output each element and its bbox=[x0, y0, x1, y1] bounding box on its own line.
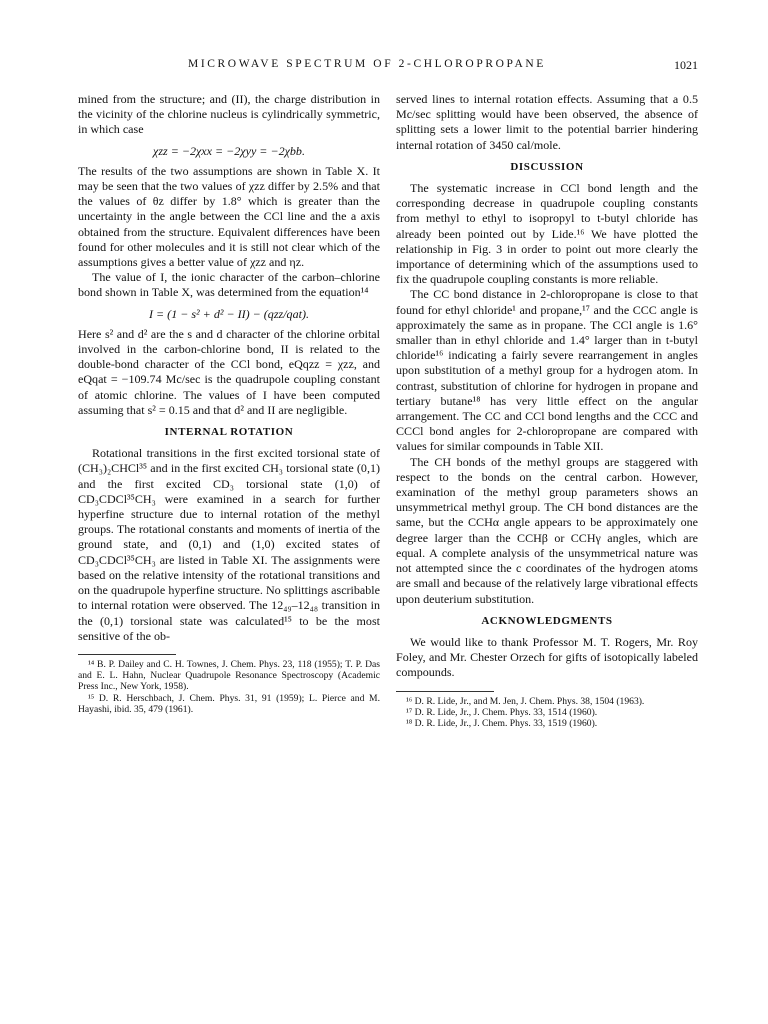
right-column bbox=[396, 92, 698, 729]
section-heading-discussion: DISCUSSION bbox=[510, 160, 584, 173]
footnote-18: ¹⁸ D. R. Lide, Jr., J. Chem. Phys. 33, 1519 (1960). bbox=[406, 717, 598, 729]
footnote-divider bbox=[396, 691, 494, 692]
footnote-14: ¹⁴ B. P. Dailey and C. H. Townes, J. Chem. Phys. 23, 118 (1955); T. P. Das and E. L. Hahn, Nuclear Quadrupole Resonance Spectroscopy (Academic Press Inc., New York, 1958). bbox=[78, 658, 380, 693]
equation-ionic-character: I = (1 − s² + d² − II) − (qzz/qat). bbox=[149, 306, 309, 321]
footnote-divider bbox=[78, 654, 176, 655]
footnote-16: ¹⁶ D. R. Lide, Jr., and M. Jen, J. Chem. Phys. 38, 1504 (1963). bbox=[406, 695, 645, 707]
section-heading-internal-rotation: INTERNAL ROTATION bbox=[164, 426, 294, 439]
paragraph: Rotational transitions in the first excited torsional state of (CH₃)₂CHCl³⁵ and in the first excited CH₃ torsional state (0,1) and the first excited CD₃ torsional state (1,0) of CD₃CDCl³⁵CH₃ were examined in a search for further hyperfine structure due to internal rotation of the methyl groups. The rotational constants and moments of inertia of the ground state, and (0,1) and (1,0) excited states of CD₃CDCl³⁵CH₃ are listed in Table XI. The assignments were based on the relative intensity of the rotational transitions and on the quadrupole hyperfine structure. No splittings ascribable to internal rotation were observed. The 12₄₉–12₄₈ transition in the (0,1) torsional state was calculated¹⁵ to be the most sensitive of the ob- bbox=[78, 446, 380, 643]
paragraph: The value of I, the ionic character of the carbon–chlorine bond shown in Table X, was determined from the equation¹⁴ bbox=[78, 270, 380, 300]
paragraph: The systematic increase in CCl bond length and the corresponding decrease in quadrupole coupling constants from methyl to ethyl to isopropyl to t-butyl chloride has already been pointed out by Lide.¹⁶ We have plotted the relationship in Fig. 3 in order to point out more clearly the importance of determining which of the assumptions used to fix the quadrupole coupling constants is more reliable. bbox=[396, 181, 698, 287]
section-heading-acknowledgments: ACKNOWLEDGMENTS bbox=[481, 614, 613, 627]
paragraph: The CH bonds of the methyl groups are staggered with respect to the bonds on the central carbon. However, examination of the methyl group parameters shows an unsymmetrical methyl group. The CH bond distances are the same, but the CCHα angle appears to be approximately one degree larger than the CCHβ or CCHγ angles, which are equal. A complete analysis of the unsymmetrical nature was not attempted since the c coordinates of the hydrogen atoms are small and because of the relatively large vibrational effects upon deuterium substitution. bbox=[396, 454, 698, 606]
page-number: 1021 bbox=[674, 58, 698, 72]
running-title: MICROWAVE SPECTRUM OF 2-CHLOROPROPANE bbox=[188, 58, 546, 70]
equation-chi: χzz = −2χxx = −2χyy = −2χbb. bbox=[153, 143, 305, 158]
running-header bbox=[78, 58, 698, 74]
footnote-15: ¹⁵ D. R. Herschbach, J. Chem. Phys. 31, 91 (1959); L. Pierce and M. Hayashi, ibid. 35, 479 (1961). bbox=[78, 692, 380, 715]
paragraph: We would like to thank Professor M. T. Rogers, Mr. Roy Foley, and Mr. Chester Orzech for gifts of isotopically labeled compounds. bbox=[396, 634, 698, 680]
footnote-17: ¹⁷ D. R. Lide, Jr., J. Chem. Phys. 33, 1514 (1960). bbox=[406, 706, 598, 718]
paragraph: served lines to internal rotation effects. Assuming that a 0.5 Mc/sec splitting would have been observed, the absence of splitting sets a lower limit to the potential barrier hindering internal rotation of 3450 cal/mole. bbox=[396, 92, 698, 152]
paragraph: Here s² and d² are the s and d character of the chlorine orbital involved in the carbon-chlorine bond, II is related to the double-bond character of the CCl bond, eQqzz = χzz, and eQqat = −109.74 Mc/sec is the quadrupole coupling constant of atomic chlorine. The values of I have been computed assuming that s² = 0.15 and that d² and II are negligible. bbox=[78, 326, 380, 417]
paragraph: The results of the two assumptions are shown in Table X. It may be seen that the two values of χzz differ by 2.5% and that the values of θz differ by 1.8° which is greater than the uncertainty in the angle between the CCl line and the a axis obtained from the structure. Equivalent differences have been found for other molecules and it is still not clear which of the assumptions gives a better value of χzz and ηz. bbox=[78, 163, 380, 270]
paragraph: The CC bond distance in 2-chloropropane is close to that found for ethyl chloride¹ and propane,¹⁷ and the CCC angle is approximately the same as in propane. The CCl angle is 1.6° smaller than in ethyl chloride and 1.4° larger than in t-butyl chloride¹⁶ indicating a fairly severe rearrangement in angles upon substitution of a methyl group for a hydrogen atom. In contrast, substitution of chlorine for hydrogen in propane and tertiary butane¹⁸ has very little effect on the angular arrangement. The CC and CCl bond lengths and the CCC and CCCl bond angles for 2-chloropropane are compared with values for similar compounds in Table XII. bbox=[396, 287, 698, 454]
paragraph: mined from the structure; and (II), the charge distribution in the vicinity of the chlorine nucleus is cylindrically symmetric, in which case bbox=[78, 92, 380, 137]
left-column bbox=[78, 92, 380, 715]
